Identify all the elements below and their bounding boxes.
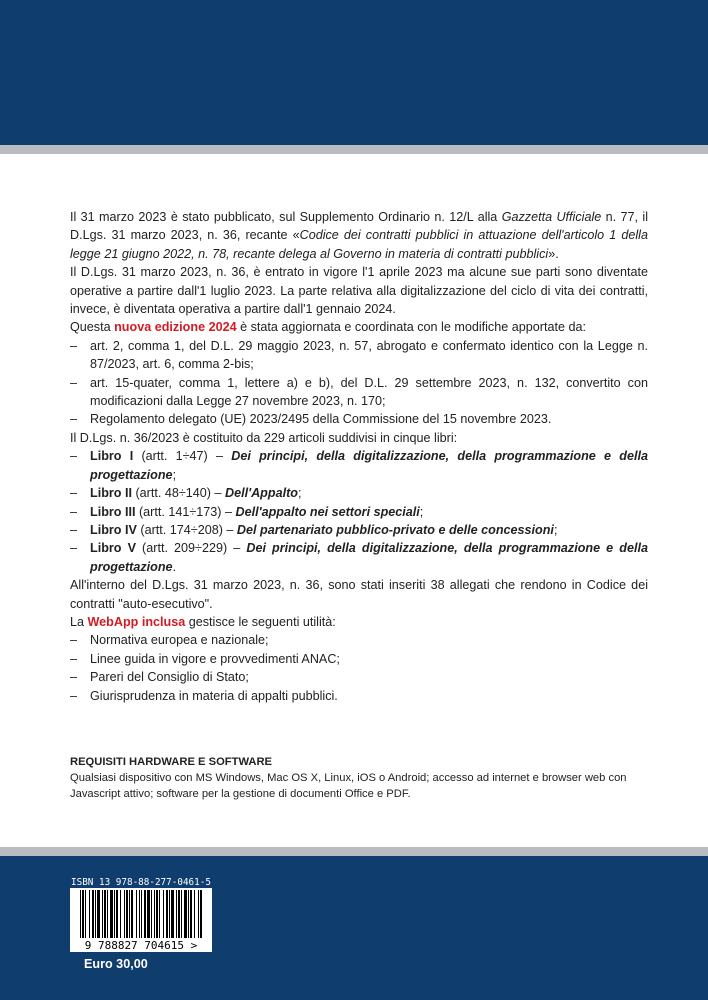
highlight-edition: nuova edizione 2024 [114,320,237,335]
isbn-label: ISBN 13 978-88-277-0461-5 [71,877,211,888]
list-item: – Giurisprudenza in materia di appalti pubblici. [70,687,648,705]
back-cover-text [70,208,648,705]
list-item: – Libro III (artt. 141÷173) – Dell'appalto nei settori speciali; [70,503,648,521]
list-item: – Libro V (artt. 209÷229) – Dei principi, della digitalizzazione, della programmazione e della progettazione. [70,539,648,576]
libri-list [70,447,648,576]
libri-intro: Il D.Lgs. n. 36/2023 è costituito da 229 articoli suddivisi in cinque libri: [70,430,458,445]
price: Euro 30,00 [84,957,148,971]
list-item: – art. 2, comma 1, del D.L. 29 maggio 2023, n. 57, abrogato e confermato identico con la Legge n. 87/2023, art. 6, comma 2-bis; [70,337,648,374]
modifiche-list [70,337,648,429]
webapp-list [70,631,648,705]
top-blue-band [0,0,708,145]
list-item: – Libro I (artt. 1÷47) – Dei principi, della digitalizzazione, della programmazione e della progettazione; [70,447,648,484]
webapp-intro: La WebApp inclusa gestisce le seguenti utilità: [70,614,336,629]
list-item: – Linee guida in vigore e provvedimenti ANAC; [70,650,648,668]
barcode-graphic [70,888,212,952]
highlight-webapp: WebApp inclusa [87,614,186,629]
intro-paragraph-1: Il 31 marzo 2023 è stato pubblicato, sul Supplemento Ordinario n. 12/L alla Gazzetta Ufficiale n. 77, il D.Lgs. 31 marzo 2023, n. 36, recante «Codice dei contratti pubblici in attuazione dell'articolo 1 della legge 21 giugno 2022, n. 78, recante delega al Governo in materia di contratti pubblici». [70,210,648,261]
intro-paragraph-2: Il D.Lgs. 31 marzo 2023, n. 36, è entrato in vigore l'1 aprile 2023 ma alcune sue parti sono diventate operative a partire dall'1 luglio 2023. La parte relativa alla digitalizzazione del ciclo di vita dei contratti, invece, è diventata operativa a partire dall'1 gennaio 2024. [70,265,648,317]
requisiti-section [70,754,650,803]
intro-paragraph-3: Questa nuova edizione 2024 è stata aggiornata e coordinata con le modifiche apportate da: [70,320,586,335]
list-item: – Libro II (artt. 48÷140) – Dell'Appalto; [70,484,648,502]
list-item: – Regolamento delegato (UE) 2023/2495 della Commissione del 15 novembre 2023. [70,410,648,428]
allegati-paragraph: All'interno del D.Lgs. 31 marzo 2023, n. 36, sono stati inseriti 38 allegati che rendono in Codice dei contratti "auto-esecutivo". [70,578,648,611]
bottom-gray-stripe [0,847,708,856]
barcode-digits: 9 788827 704615 > [84,939,198,952]
list-item: – Libro IV (artt. 174÷208) – Del partenariato pubblico-privato e delle concessioni; [70,521,648,539]
list-item: – Pareri del Consiglio di Stato; [70,668,648,686]
top-gray-stripe [0,145,708,154]
list-item: – Normativa europea e nazionale; [70,631,648,649]
barcode [70,888,212,952]
requisiti-text: Qualsiasi dispositivo con MS Windows, Mac OS X, Linux, iOS o Android; accesso ad internet e browser web con Javascript attivo; software per la gestione di documenti Office e PDF. [70,772,627,801]
requisiti-title: REQUISITI HARDWARE E SOFTWARE [70,756,273,768]
list-item: – art. 15-quater, comma 1, lettere a) e b), del D.L. 29 settembre 2023, n. 132, convertito con modificazioni dalla Legge 27 novembre 2023, n. 170; [70,374,648,411]
